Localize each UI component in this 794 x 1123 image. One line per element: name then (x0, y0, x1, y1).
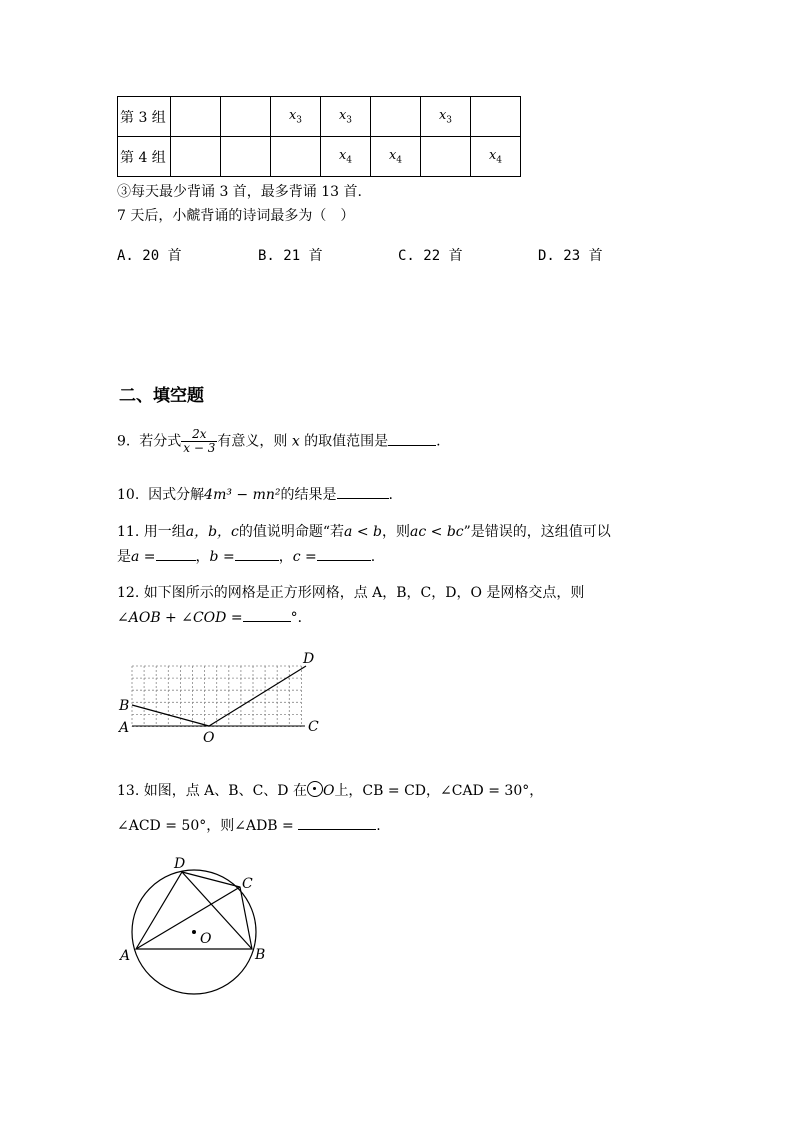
label-d: D (303, 651, 315, 667)
q13-end: . (376, 818, 381, 834)
grid-figure (110, 645, 330, 745)
table-cell (371, 97, 421, 137)
question-13-line2 (117, 815, 381, 835)
q11-text-4: ”是错误的，这组值可以 (463, 524, 611, 540)
answer-blank-11b[interactable] (235, 546, 279, 561)
quadrilateral-abcd (136, 872, 252, 949)
circle-symbol-icon (307, 781, 323, 797)
option-b: B. 21 首 (258, 248, 323, 264)
question-13-line1 (117, 780, 543, 800)
q13-text: 13. 如图，点 A、B、C、D 在 (117, 783, 307, 799)
table-row (118, 137, 521, 177)
q10-number: 10. (117, 487, 140, 503)
answer-blank-12[interactable] (243, 607, 291, 622)
q11-condition-1: a < b (344, 524, 382, 540)
q12-end: °． (290, 610, 312, 626)
answer-blank-13[interactable] (298, 815, 376, 830)
label-c: C (308, 719, 319, 735)
q13-text-2: 上，CB = CD，∠CAD = 30°， (334, 783, 544, 799)
q11-condition-2: ac < bc (410, 524, 464, 540)
segment-od (209, 666, 306, 726)
option-d: D. 23 首 (538, 248, 603, 264)
answer-blank-9[interactable] (388, 431, 436, 446)
q9-number: 9. (117, 433, 131, 450)
q11-text-5: 是 (117, 549, 131, 565)
group-table (117, 96, 521, 177)
q9-fraction (181, 428, 217, 455)
q13-text-3: ∠ACD = 50°，则∠ADB = (117, 818, 294, 834)
circle-figure (110, 848, 280, 998)
table-cell (221, 97, 271, 137)
q11-text-2: 的值说明命题“若 (238, 524, 345, 540)
table-cell (171, 97, 221, 137)
table-cell: $x_4$ (321, 137, 371, 177)
q8-note: ③每天最少背诵 3 首，最多背诵 13 首. (117, 184, 362, 200)
q11-c-label: c = (292, 549, 317, 565)
q11-a-label: a = (131, 549, 156, 565)
q9-text-2: 有意义，则 (217, 433, 288, 450)
option-c: C. 22 首 (398, 248, 463, 264)
q9-text-3: 的取值范围是 (304, 433, 389, 450)
q10-text: 因式分解 (148, 487, 205, 503)
q9-end: . (436, 433, 441, 450)
table-row (118, 97, 521, 137)
segment-ob (132, 705, 209, 726)
table-cell (271, 137, 321, 177)
option-a: A. 20 首 (117, 248, 182, 264)
q11-text-3: ，则 (382, 524, 410, 540)
q11-vars: a，b，c (185, 524, 239, 540)
q11-b-label: b = (209, 549, 235, 565)
label-b: B (255, 947, 266, 963)
question-11-line2 (117, 546, 375, 566)
q9-text: 若分式 (139, 433, 182, 450)
row-label: 第 4 组 (118, 137, 171, 177)
label-c: C (242, 876, 253, 892)
label-o: O (200, 931, 212, 947)
q13-circle-o: O (322, 783, 335, 799)
q11-sep: ， (195, 549, 210, 565)
label-a: A (119, 720, 130, 736)
q9-var: x (291, 433, 300, 450)
q11-text: 11. 用一组 (117, 524, 186, 540)
question-11-line1 (117, 521, 611, 541)
table-cell: $x_4$ (471, 137, 521, 177)
q10-expression: 4m³ − mn² (204, 487, 281, 503)
q11-sep-2: ， (278, 549, 293, 565)
question-10 (117, 484, 393, 504)
section-title: 二、填空题 (119, 386, 204, 406)
table-cell (421, 137, 471, 177)
table-cell: $x_3$ (321, 97, 371, 137)
table-cell (221, 137, 271, 177)
answer-blank-11a[interactable] (156, 546, 196, 561)
question-12-line1: 12. 如下图所示的网格是正方形网格，点 A，B，C，D，O 是网格交点，则 (117, 585, 585, 601)
q12-expression: ∠AOB + ∠COD = (117, 610, 243, 626)
question-12-line2 (117, 607, 312, 627)
label-o: O (203, 730, 215, 745)
table-cell (471, 97, 521, 137)
table-cell: $x_3$ (271, 97, 321, 137)
answer-blank-11c[interactable] (317, 546, 371, 561)
grid-lines (132, 666, 301, 727)
q11-end: . (370, 549, 376, 565)
table-cell: $x_3$ (421, 97, 471, 137)
label-a: A (120, 948, 131, 964)
label-b: B (119, 698, 130, 714)
table-cell: $x_4$ (371, 137, 421, 177)
answer-blank-10[interactable] (337, 484, 389, 499)
q8-question: 7 天后，小虤背诵的诗词最多为（ ） (117, 208, 355, 224)
q10-end: . (388, 487, 393, 503)
label-d: D (174, 856, 186, 872)
center-point (192, 930, 196, 934)
row-label: 第 3 组 (118, 97, 171, 137)
fraction-numerator: 2x (181, 428, 217, 442)
q10-text-2: 的结果是 (280, 487, 337, 503)
question-9 (117, 428, 441, 455)
table-cell (171, 137, 221, 177)
fraction-denominator: x − 3 (183, 441, 216, 455)
